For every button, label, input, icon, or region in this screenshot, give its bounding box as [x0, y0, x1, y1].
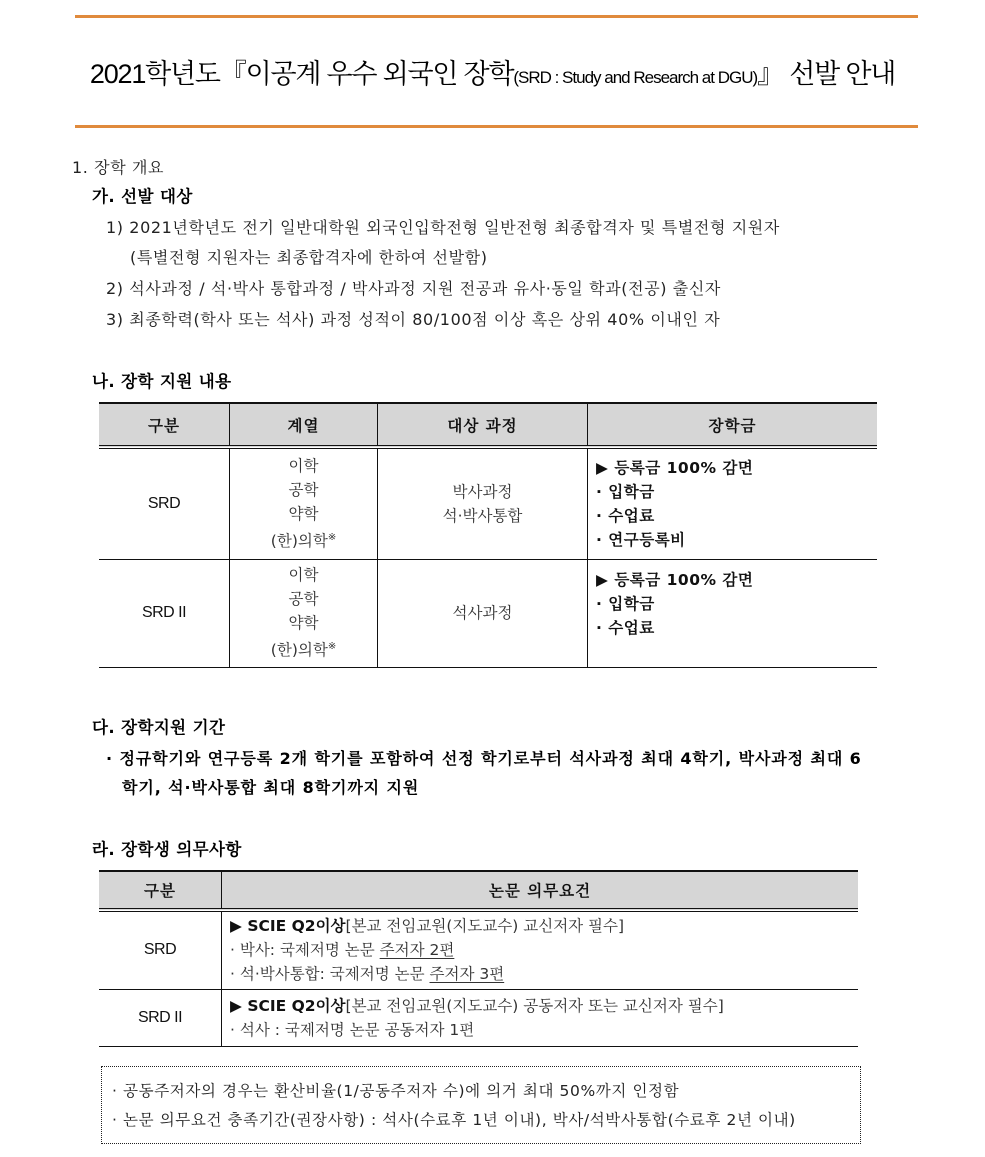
eligibility-item-1: 1) 2021년학년도 전기 일반대학원 외국인입학전형 일반전형 최종합격자 및 특별전형 지원자: [106, 218, 780, 237]
support-table-header: [99, 403, 877, 447]
requirement-condition: [본교 전임교원(지도교수) 공동저자 또는 교신저자 필수]: [345, 996, 724, 1015]
subsection-heading-eligibility: 가. 선발 대상: [92, 187, 193, 206]
table-row: [99, 910, 858, 989]
row-requirement: [222, 989, 859, 1046]
field-item: 공학: [288, 481, 319, 500]
obligations-table-header: [99, 871, 858, 910]
row-fields: [230, 559, 378, 667]
course-item: 석사과정: [452, 604, 513, 622]
row-courses: [378, 559, 588, 667]
scholarship-line: · 연구등록비: [596, 530, 686, 549]
col-header-requirement: 논문 의무요건: [222, 871, 859, 910]
field-item: 약학: [288, 505, 319, 524]
row-type: SRD: [99, 910, 222, 989]
title-suffix: 』 선발 안내: [757, 59, 896, 89]
subsection-heading-support: 나. 장학 지원 내용: [92, 372, 232, 391]
reference-mark: ※: [327, 641, 337, 653]
row-type: SRD: [99, 447, 230, 559]
title-subtitle: (SRD : Study and Research at DGU): [513, 68, 758, 87]
row-type: SRD II: [99, 989, 222, 1046]
row-type: SRD II: [99, 559, 230, 667]
field-item: 이학: [288, 457, 319, 476]
requirement-condition: [본교 전임교원(지도교수) 교신저자 필수]: [345, 917, 625, 936]
note-line: · 논문 의무요건 충족기간(권장사항) : 석사(수료후 1년 이내), 박사/석박사통합(수료후 2년 이내): [112, 1111, 796, 1129]
title-main: 2021학년도『이공계 우수 외국인 장학: [89, 59, 514, 89]
requirement-count: 주저자 2편: [379, 941, 455, 960]
table-row: [99, 447, 877, 559]
table-row: [99, 559, 877, 667]
support-table: [99, 402, 877, 668]
requirement-detail: · 박사: 국제저명 논문: [230, 941, 380, 960]
col-header-type: 구분: [99, 403, 230, 447]
eligibility-item-2: 2) 석사과정 / 석·박사 통합과정 / 박사과정 지원 전공과 유사·동일 학과(전공) 출신자: [106, 279, 721, 298]
note-line: · 공동주저자의 경우는 환산비율(1/공동주저자 수)에 의거 최대 50%까지 인정함: [112, 1082, 680, 1100]
col-header-type: 구분: [99, 871, 222, 910]
requirement-detail: · 석사 : 국제저명 논문 공동저자 1편: [230, 1020, 475, 1039]
requirement-title: ▶ SCIE Q2이상: [230, 917, 346, 936]
row-scholarship: [588, 447, 878, 559]
obligations-table: [99, 870, 858, 1047]
requirement-title: ▶ SCIE Q2이상: [230, 996, 346, 1015]
row-requirement: [222, 910, 859, 989]
field-item: (한)의학: [270, 641, 328, 660]
col-header-scholarship: 장학금: [588, 403, 878, 447]
period-line-1: · 정규학기와 연구등록 2개 학기를 포함하여 선정 학기로부터 석사과정 최대 4학기, 박사과정 최대 6: [106, 749, 862, 768]
eligibility-item-1-note: (특별전형 지원자는 최종합격자에 한하여 선발함): [130, 248, 488, 267]
field-item: 이학: [288, 566, 319, 585]
scholarship-line: · 수업료: [596, 506, 655, 525]
course-item: 박사과정: [452, 482, 513, 501]
reference-mark: ※: [327, 532, 337, 544]
field-item: 약학: [288, 614, 319, 633]
row-scholarship: [588, 559, 878, 667]
col-header-field: 계열: [230, 403, 378, 447]
field-item: 공학: [288, 590, 319, 609]
col-header-course: 대상 과정: [378, 403, 588, 447]
scholarship-line: · 수업료: [596, 618, 655, 637]
subsection-heading-obligations: 라. 장학생 의무사항: [92, 840, 242, 859]
bottom-orange-rule: [75, 125, 918, 128]
eligibility-item-3: 3) 최종학력(학사 또는 석사) 과정 성적이 80/100점 이상 혹은 상위 40% 이내인 자: [106, 310, 721, 329]
notes-box: [101, 1066, 861, 1144]
scholarship-line: ▶ 등록금 100% 감면: [596, 570, 754, 589]
table-row: [99, 989, 858, 1046]
page-title: [0, 52, 985, 91]
field-item: (한)의학: [270, 532, 328, 551]
scholarship-line: ▶ 등록금 100% 감면: [596, 458, 754, 477]
requirement-count: 주저자 3편: [429, 965, 505, 984]
row-fields: [230, 447, 378, 559]
subsection-heading-period: 다. 장학지원 기간: [92, 718, 226, 737]
scholarship-line: · 입학금: [596, 594, 655, 613]
top-orange-rule: [75, 15, 918, 18]
period-line-2: 학기, 석·박사통합 최대 8학기까지 지원: [122, 778, 420, 797]
course-item: 석·박사통합: [442, 506, 523, 525]
section-heading-overview: 1. 장학 개요: [72, 158, 165, 177]
scholarship-line: · 입학금: [596, 482, 655, 501]
row-courses: [378, 447, 588, 559]
requirement-detail: · 석·박사통합: 국제저명 논문: [230, 965, 430, 984]
